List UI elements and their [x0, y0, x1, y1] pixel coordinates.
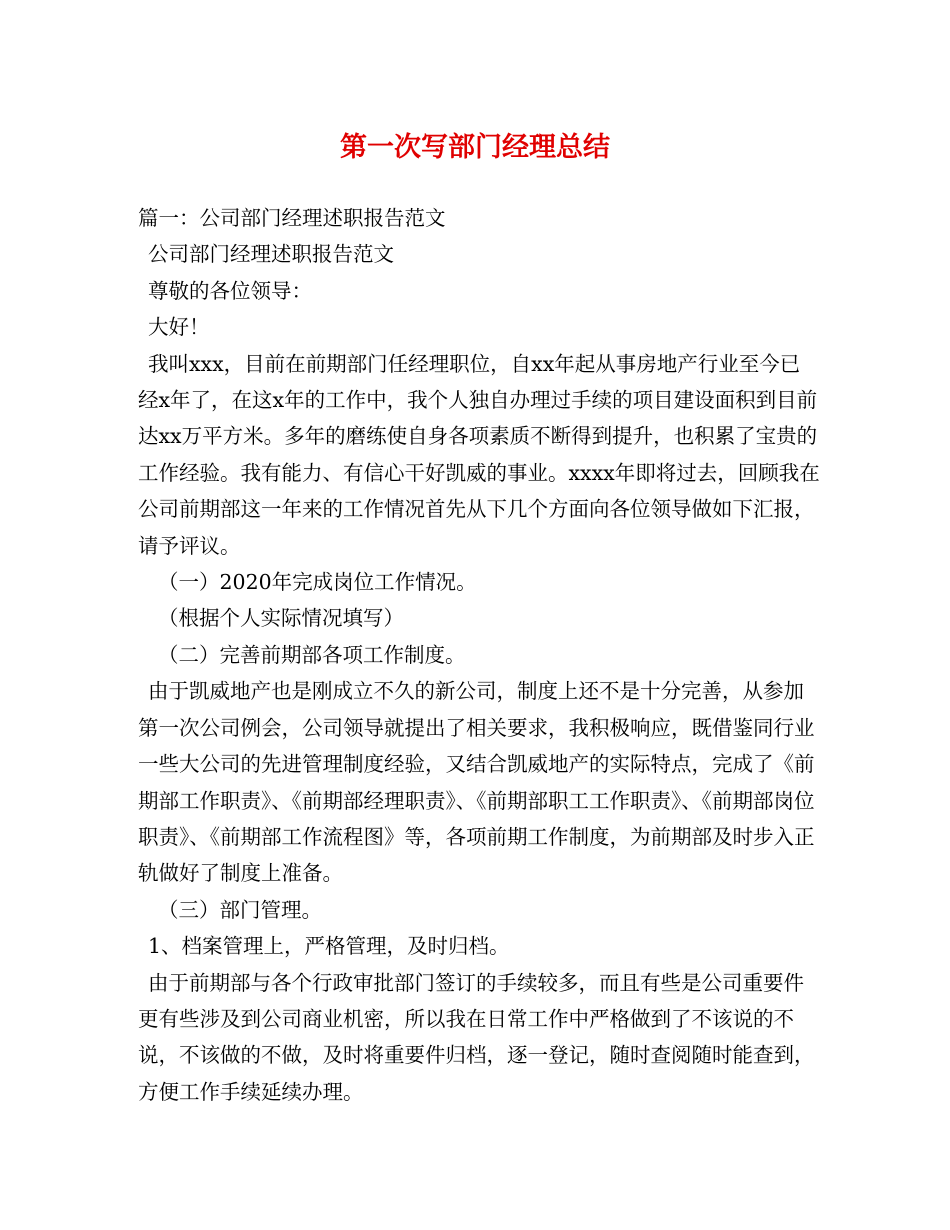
subheading-1: （一）2020年完成岗位工作情况。	[158, 570, 477, 595]
document-title: 第一次写部门经理总结	[340, 132, 610, 163]
paragraph-intro: 我叫xxx，目前在前期部门任经理职位，自xx年起从事房地产行业至今已经x年了，在这x年的工作中，我个人独自办理过手续的项目建设面积到目前达xx万平方米。多年的磨练使自身各项素质不断得到提升，也积累了宝贵的工作经验。我有能力、有信心干好凯威的事业。xxxx年即将过去，回顾我在公司前期部这一年来的工作情况首先从下几个方面向各位领导做如下汇报，请予评议。	[138, 351, 820, 558]
subheading-2: （二）完善前期部各项工作制度。	[158, 642, 466, 667]
paragraph-archive: 由于前期部与各个行政审批部门签订的手续较多，而且有些是公司重要件更有些涉及到公司商业机密，所以我在日常工作中严格做到了不该说的不说，不该做的不做，及时将重要件归档，逐一登记，随时查阅随时能查到，方便工作手续延续办理。	[138, 970, 815, 1104]
subheading-3: （三）部门管理。	[158, 897, 322, 922]
section-heading: 篇一：公司部门经理述职报告范文	[138, 206, 446, 230]
salutation: 尊敬的各位领导：	[148, 278, 312, 303]
paragraph-system: 由于凯威地产也是刚成立不久的新公司，制度上还不是十分完善，从参加第一次公司例会，公司领导就提出了相关要求，我积极响应，既借鉴同行业一些大公司的先进管理制度经验，又结合凯威地产的实际特点，完成了《前期部工作职责》、《前期部经理职责》、《前期部职工工作职责》、《前期部岗位职责》、《前期部工作流程图》等，各项前期工作制度，为前期部及时步入正轨做好了制度上准备。	[138, 679, 815, 886]
list-item-archive: 1、档案管理上，严格管理，及时归档。	[148, 934, 510, 959]
note-fill-in: （根据个人实际情况填写）	[158, 606, 404, 631]
greeting: 大好！	[148, 315, 210, 340]
report-title: 公司部门经理述职报告范文	[148, 242, 394, 267]
document-body	[138, 200, 820, 1110]
